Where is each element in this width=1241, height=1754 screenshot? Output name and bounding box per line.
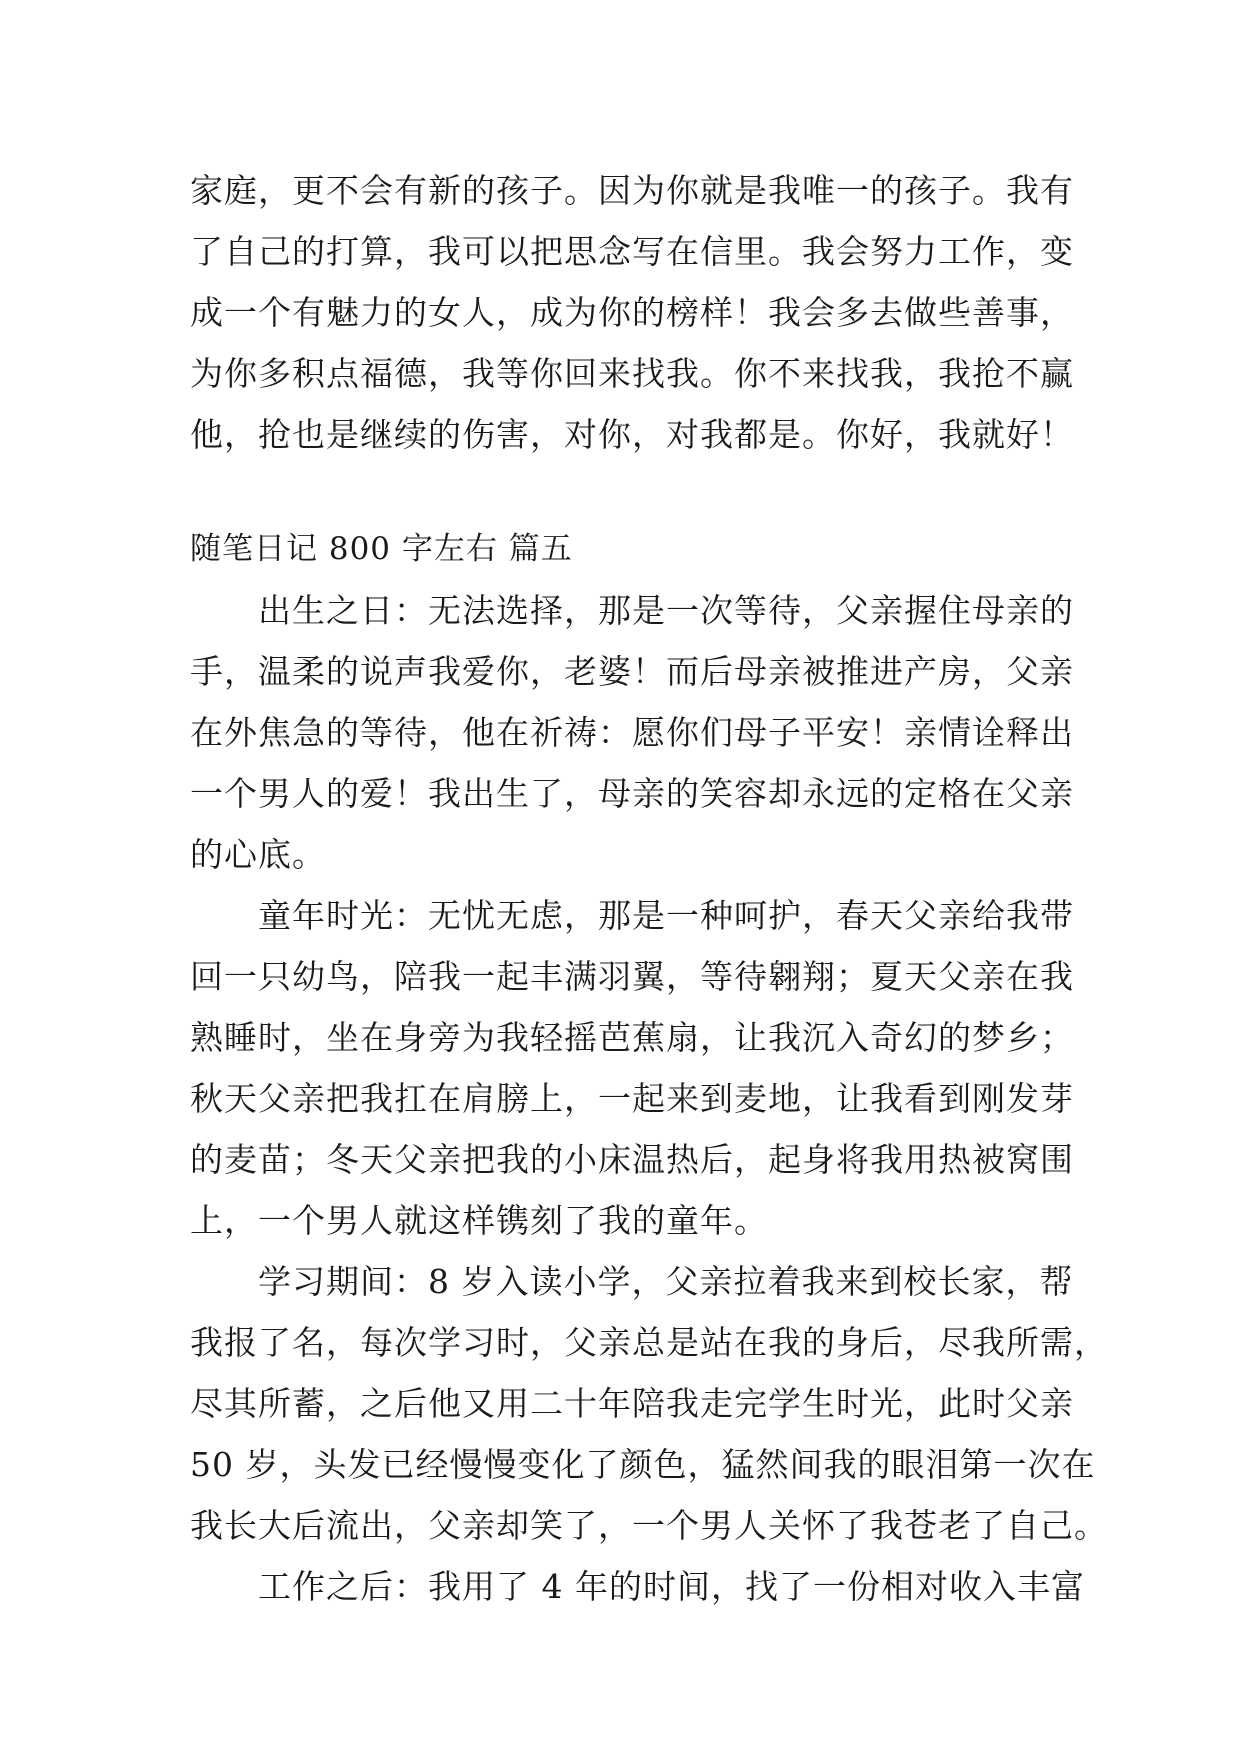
- text-line: 在外焦急的等待，他在祈祷：愿你们母子平安！亲情诠释出: [190, 713, 1074, 752]
- text-line: 了自己的打算，我可以把思念写在信里。我会努力工作，变: [190, 232, 1074, 271]
- text-line: 尽其所蓄，之后他又用二十年陪我走完学生时光，此时父亲: [190, 1384, 1074, 1423]
- text-line: 工作之后：我用了 4 年的时间，找了一份相对收入丰富: [190, 1567, 1085, 1606]
- paragraph-study: [190, 1251, 1108, 1556]
- text-line: 50 岁，头发已经慢慢变化了颜色，猛然间我的眼泪第一次在: [190, 1445, 1096, 1484]
- text-line: 我长大后流出，父亲却笑了，一个男人关怀了我苍老了自己。: [190, 1506, 1108, 1545]
- text-line: 他，抢也是继续的伤害，对你，对我都是。你好，我就好！: [190, 415, 1074, 454]
- section-gap: [190, 465, 1070, 519]
- paragraph-birth: [190, 580, 1074, 885]
- paragraph-childhood: [190, 885, 1074, 1251]
- paragraph-work: [190, 1556, 1085, 1617]
- text-line: 家庭，更不会有新的孩子。因为你就是我唯一的孩子。我有: [190, 171, 1074, 210]
- text-line: 手，温柔的说声我爱你，老婆！而后母亲被推进产房，父亲: [190, 652, 1074, 691]
- document-page: [190, 160, 1108, 1617]
- text-line: 秋天父亲把我扛在肩膀上，一起来到麦地，让我看到刚发芽: [190, 1079, 1074, 1118]
- text-line: 为你多积点福德，我等你回来找我。你不来找我，我抢不赢: [190, 354, 1074, 393]
- text-line: 一个男人的爱！我出生了，母亲的笑容却永远的定格在父亲: [190, 774, 1074, 813]
- text-line: 学习期间：8 岁入读小学，父亲拉着我来到校长家，帮: [190, 1262, 1074, 1301]
- text-line: 的麦苗；冬天父亲把我的小床温热后，起身将我用热被窝围: [190, 1140, 1074, 1179]
- text-line: 熟睡时，坐在身旁为我轻摇芭蕉扇，让我沉入奇幻的梦乡；: [190, 1018, 1074, 1057]
- text-line: 出生之日：无法选择，那是一次等待，父亲握住母亲的: [190, 591, 1074, 630]
- text-line: 童年时光：无忧无虑，那是一种呵护，春天父亲给我带: [190, 896, 1074, 935]
- text-line: 回一只幼鸟，陪我一起丰满羽翼，等待翱翔；夏天父亲在我: [190, 957, 1074, 996]
- text-line: 的心底。: [190, 835, 326, 874]
- text-line: 成一个有魅力的女人，成为你的榜样！我会多去做些善事，: [190, 293, 1074, 332]
- section-title: 随笔日记 800 字左右 篇五: [190, 531, 573, 567]
- text-line: 上，一个男人就这样镌刻了我的童年。: [190, 1201, 768, 1240]
- intro-paragraph: [190, 160, 1074, 465]
- text-line: 我报了名，每次学习时，父亲总是站在我的身后，尽我所需，: [190, 1323, 1108, 1362]
